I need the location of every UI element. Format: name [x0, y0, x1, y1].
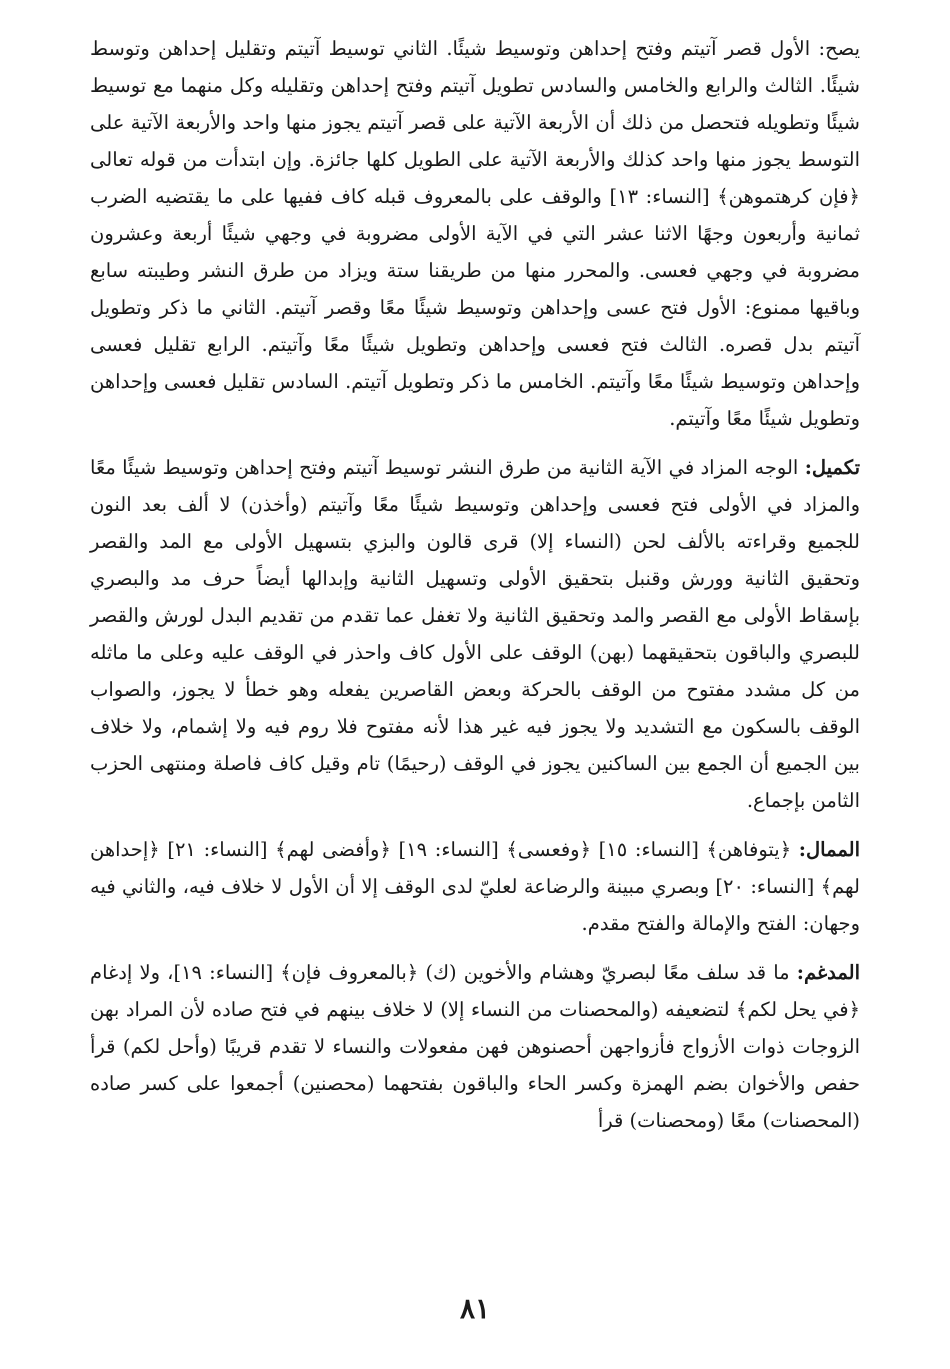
- paragraph-mumal-text: ﴿يتوفاهن﴾ [النساء: ١٥] ﴿وفعسى﴾ [النساء: ١٩] ﴿وأفضى لهم﴾ [النساء: ٢١] ﴿إحداهن لهم﴾ [النساء: ٢٠] وبصري مبينة والرضاعة لعليّ لدى الوقف إلا أن الأول لا خلاف فيه، والثاني فيه وجهان: الفتح والإمالة والفتح مقدم.: [90, 838, 860, 935]
- paragraph-mumal-lead: الممال:: [798, 838, 861, 861]
- page-number: ٨١: [459, 1292, 491, 1325]
- paragraph-mudgham: [90, 954, 860, 1139]
- paragraph-takmil-lead: تكميل:: [804, 456, 861, 479]
- paragraph-mudgham-lead: المدغم:: [796, 961, 861, 984]
- paragraph-takmil: [90, 449, 860, 819]
- paragraph-mumal: [90, 831, 860, 942]
- paragraph-1: [90, 30, 860, 437]
- paragraph-mudgham-text: ما قد سلف معًا لبصريّ وهشام والأخوين (ك) ﴿بالمعروف فإن﴾ [النساء: ١٩]، ولا إدغام ﴿في يحل لكم﴾ لتضعيفه (والمحصنات من النساء إلا) لا خلاف بينهم في فتح صاده لأن المراد بهن الزوجات ذوات الأزواج فأزواجهن أحصنوهن فهن مفعولات والنساء لا تقدم قريبًا (وأحل لكم) قرأ حفص والأخوان بضم الهمزة وكسر الحاء والباقون بفتحهما (محصنين) أجمعوا على كسر صاده (المحصنات) معًا (ومحصنات) قرأ: [90, 961, 860, 1132]
- paragraph-1-text: يصح: الأول قصر آتيتم وفتح إحداهن وتوسيط شيئًا. الثاني توسيط آتيتم وتقليل إحداهن وتوسط شيئًا. الثالث والرابع والخامس والسادس تطويل آتيتم وفتح إحداهن وتقليله وكل منهما مع توسيط شيئًا وتطويله فتحصل من ذلك أن الأربعة الآتية على قصر آتيتم يجوز منها واحد والأربعة الآتية على التوسط يجوز منها واحد كذلك والأربعة الآتية على الطويل كلها جائزة. وإن ابتدأت من قوله تعالى ﴿فإن كرهتموهن﴾ [النساء: ١٣] والوقف على بالمعروف قبله كاف ففيها على ما يقتضيه الضرب ثمانية وأربعون وجهًا الاثنا عشر التي في الآية الأولى مضروبة في وجهي شيئًا أربعة وعشرون مضروبة في وجهي فعسى. والمحرر منها من طريقنا ستة ويزاد من طرق النشر وطيبته سابع وباقيها ممنوع: الأول فتح عسى وإحداهن وتوسيط شيئًا معًا وقصر آتيتم. الثاني ما ذكر وتطويل آتيتم بدل قصره. الثالث فتح فعسى وإحداهن وتطويل شيئًا معًا وآتيتم. الرابع تقليل فعسى وإحداهن وتوسيط شيئًا معًا وآتيتم. الخامس ما ذكر وتطويل آتيتم. السادس تقليل فعسى وإحداهن وتطويل شيئًا معًا وآتيتم.: [90, 37, 860, 430]
- paragraph-takmil-text: الوجه المزاد في الآية الثانية من طرق النشر توسيط آتيتم وفتح إحداهن وتوسيط شيئًا معًا والمزاد في الأولى فتح فعسى وإحداهن وتوسيط شيئًا معًا وآتيتم (وأخذن) لا ألف بعد النون للجميع وقراءته بالألف لحن (النساء إلا) قرى قالون والبزي بتسهيل الأولى مع المد والقصر وتحقيق الثانية وورش وقنبل بتحقيق الأولى وتسهيل الثانية وإبدالها أيضاً حرف مد والبصري بإسقاط الأولى مع القصر والمد وتحقيق الثانية ولا تغفل عما تقدم من تقديم البدل لورش والقصر للبصري والباقون بتحقيقهما (بهن) الوقف على الأول كاف واحذر في الوقف عليه وعلى ما ماثله من كل مشدد مفتوح من الوقف بالحركة وبعض القاصرين يفعله وهو خطأ لا يجوز، والصواب الوقف بالسكون مع التشديد ولا يجوز فيه غير هذا لأنه مفتوح فلا روم فيه ولا إشمام، ولا خلاف بين الجميع أن الجمع بين الساكنين يجوز في الوقف (رحيمًا) تام وقيل كاف فاصلة ومنتهى الحزب الثامن بإجماع.: [90, 456, 860, 812]
